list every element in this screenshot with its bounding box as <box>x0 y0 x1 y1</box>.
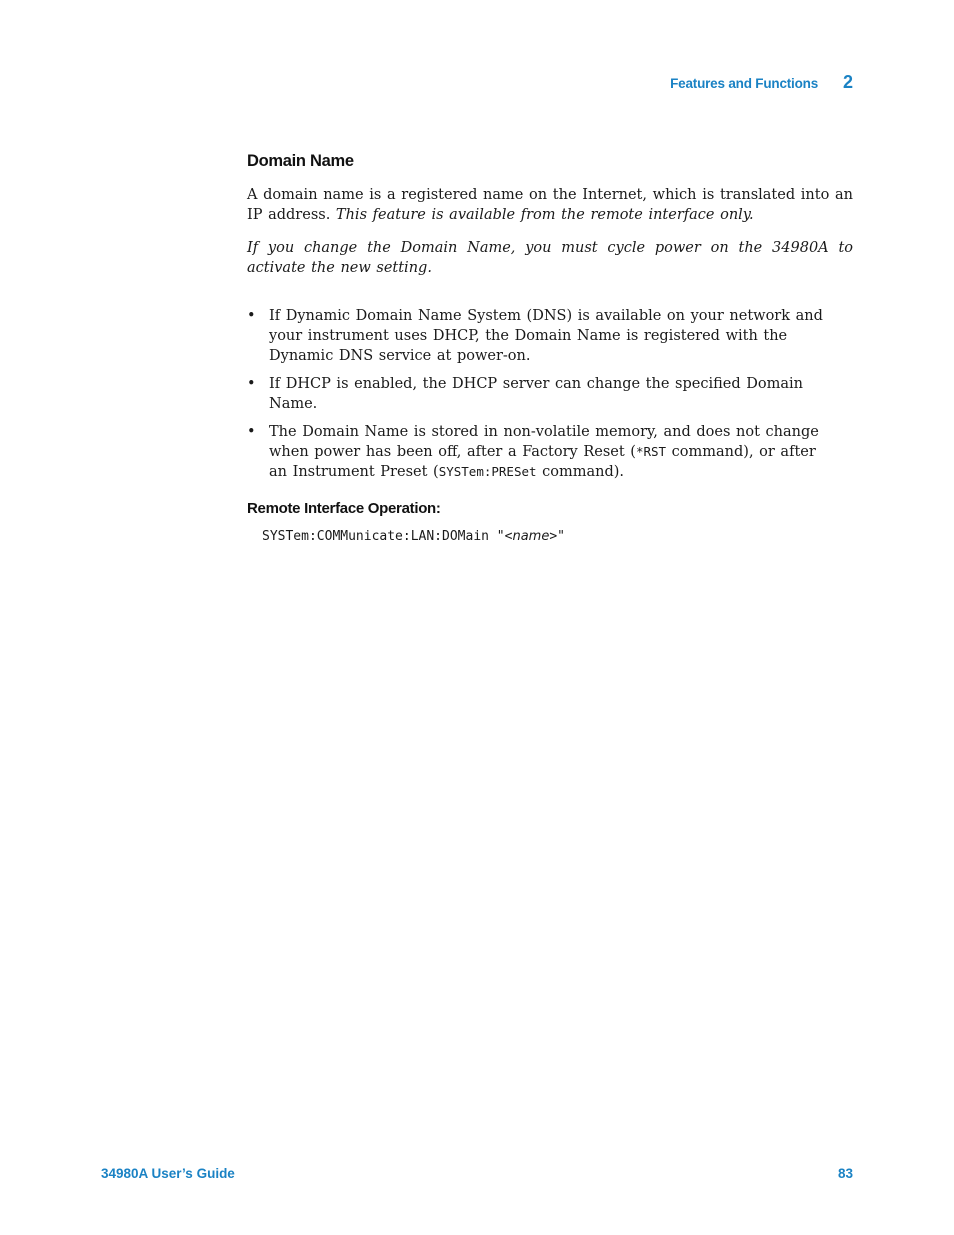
intro-italic-note: This feature is available from the remote interface only. <box>335 207 754 223</box>
power-cycle-note: If you change the Domain Name, you must cycle power on the 34980A to activate the new setting. <box>247 240 853 276</box>
header-chapter-number: 2 <box>842 72 853 92</box>
bullet-icon: • <box>247 424 256 440</box>
preset-command: SYSTem:PRESet <box>438 464 537 479</box>
bullet-text-dns: If Dynamic Domain Name System (DNS) is available on your network and your instrument uses DHCP, the Domain Name is registered with the Dynamic DNS service at power-on. <box>269 308 823 364</box>
intro-paragraph <box>247 185 853 225</box>
list-item <box>247 422 835 482</box>
page-footer <box>101 1166 853 1186</box>
bullet-text-dhcp: If DHCP is enabled, the DHCP server can change the specified Domain Name. <box>269 376 803 412</box>
header-section-title: Features and Functions <box>670 76 818 91</box>
footer-page-number: 83 <box>837 1166 853 1181</box>
notes-list <box>247 306 853 482</box>
scpi-command <box>262 529 853 544</box>
intro-text: A domain name is a registered name on the Internet, which is translated into an IP address. <box>247 187 853 223</box>
cmd-suffix: >" <box>549 529 565 544</box>
bullet-text-storage-a: The Domain Name is stored in non-volatile memory, and does not change when power has been off, after a Factory Reset ( <box>269 424 819 460</box>
section-title: Domain Name <box>247 152 354 170</box>
cmd-argument: name <box>512 529 550 544</box>
bullet-icon: • <box>247 308 256 324</box>
footer-guide-title: 34980A User’s Guide <box>101 1166 235 1181</box>
bullet-text-storage-c: command). <box>536 464 625 480</box>
list-item <box>247 374 835 414</box>
page-header <box>0 74 954 94</box>
page-content <box>247 152 853 544</box>
remote-interface-heading: Remote Interface Operation: <box>247 500 441 517</box>
rst-command: *RST <box>635 444 667 459</box>
list-item <box>247 306 835 366</box>
cmd-prefix: SYSTem:COMMunicate:LAN:DOMain "< <box>262 529 513 544</box>
bullet-icon: • <box>247 376 256 392</box>
bullet-text-storage-b: command), or after an Instrument Preset ( <box>269 444 816 480</box>
